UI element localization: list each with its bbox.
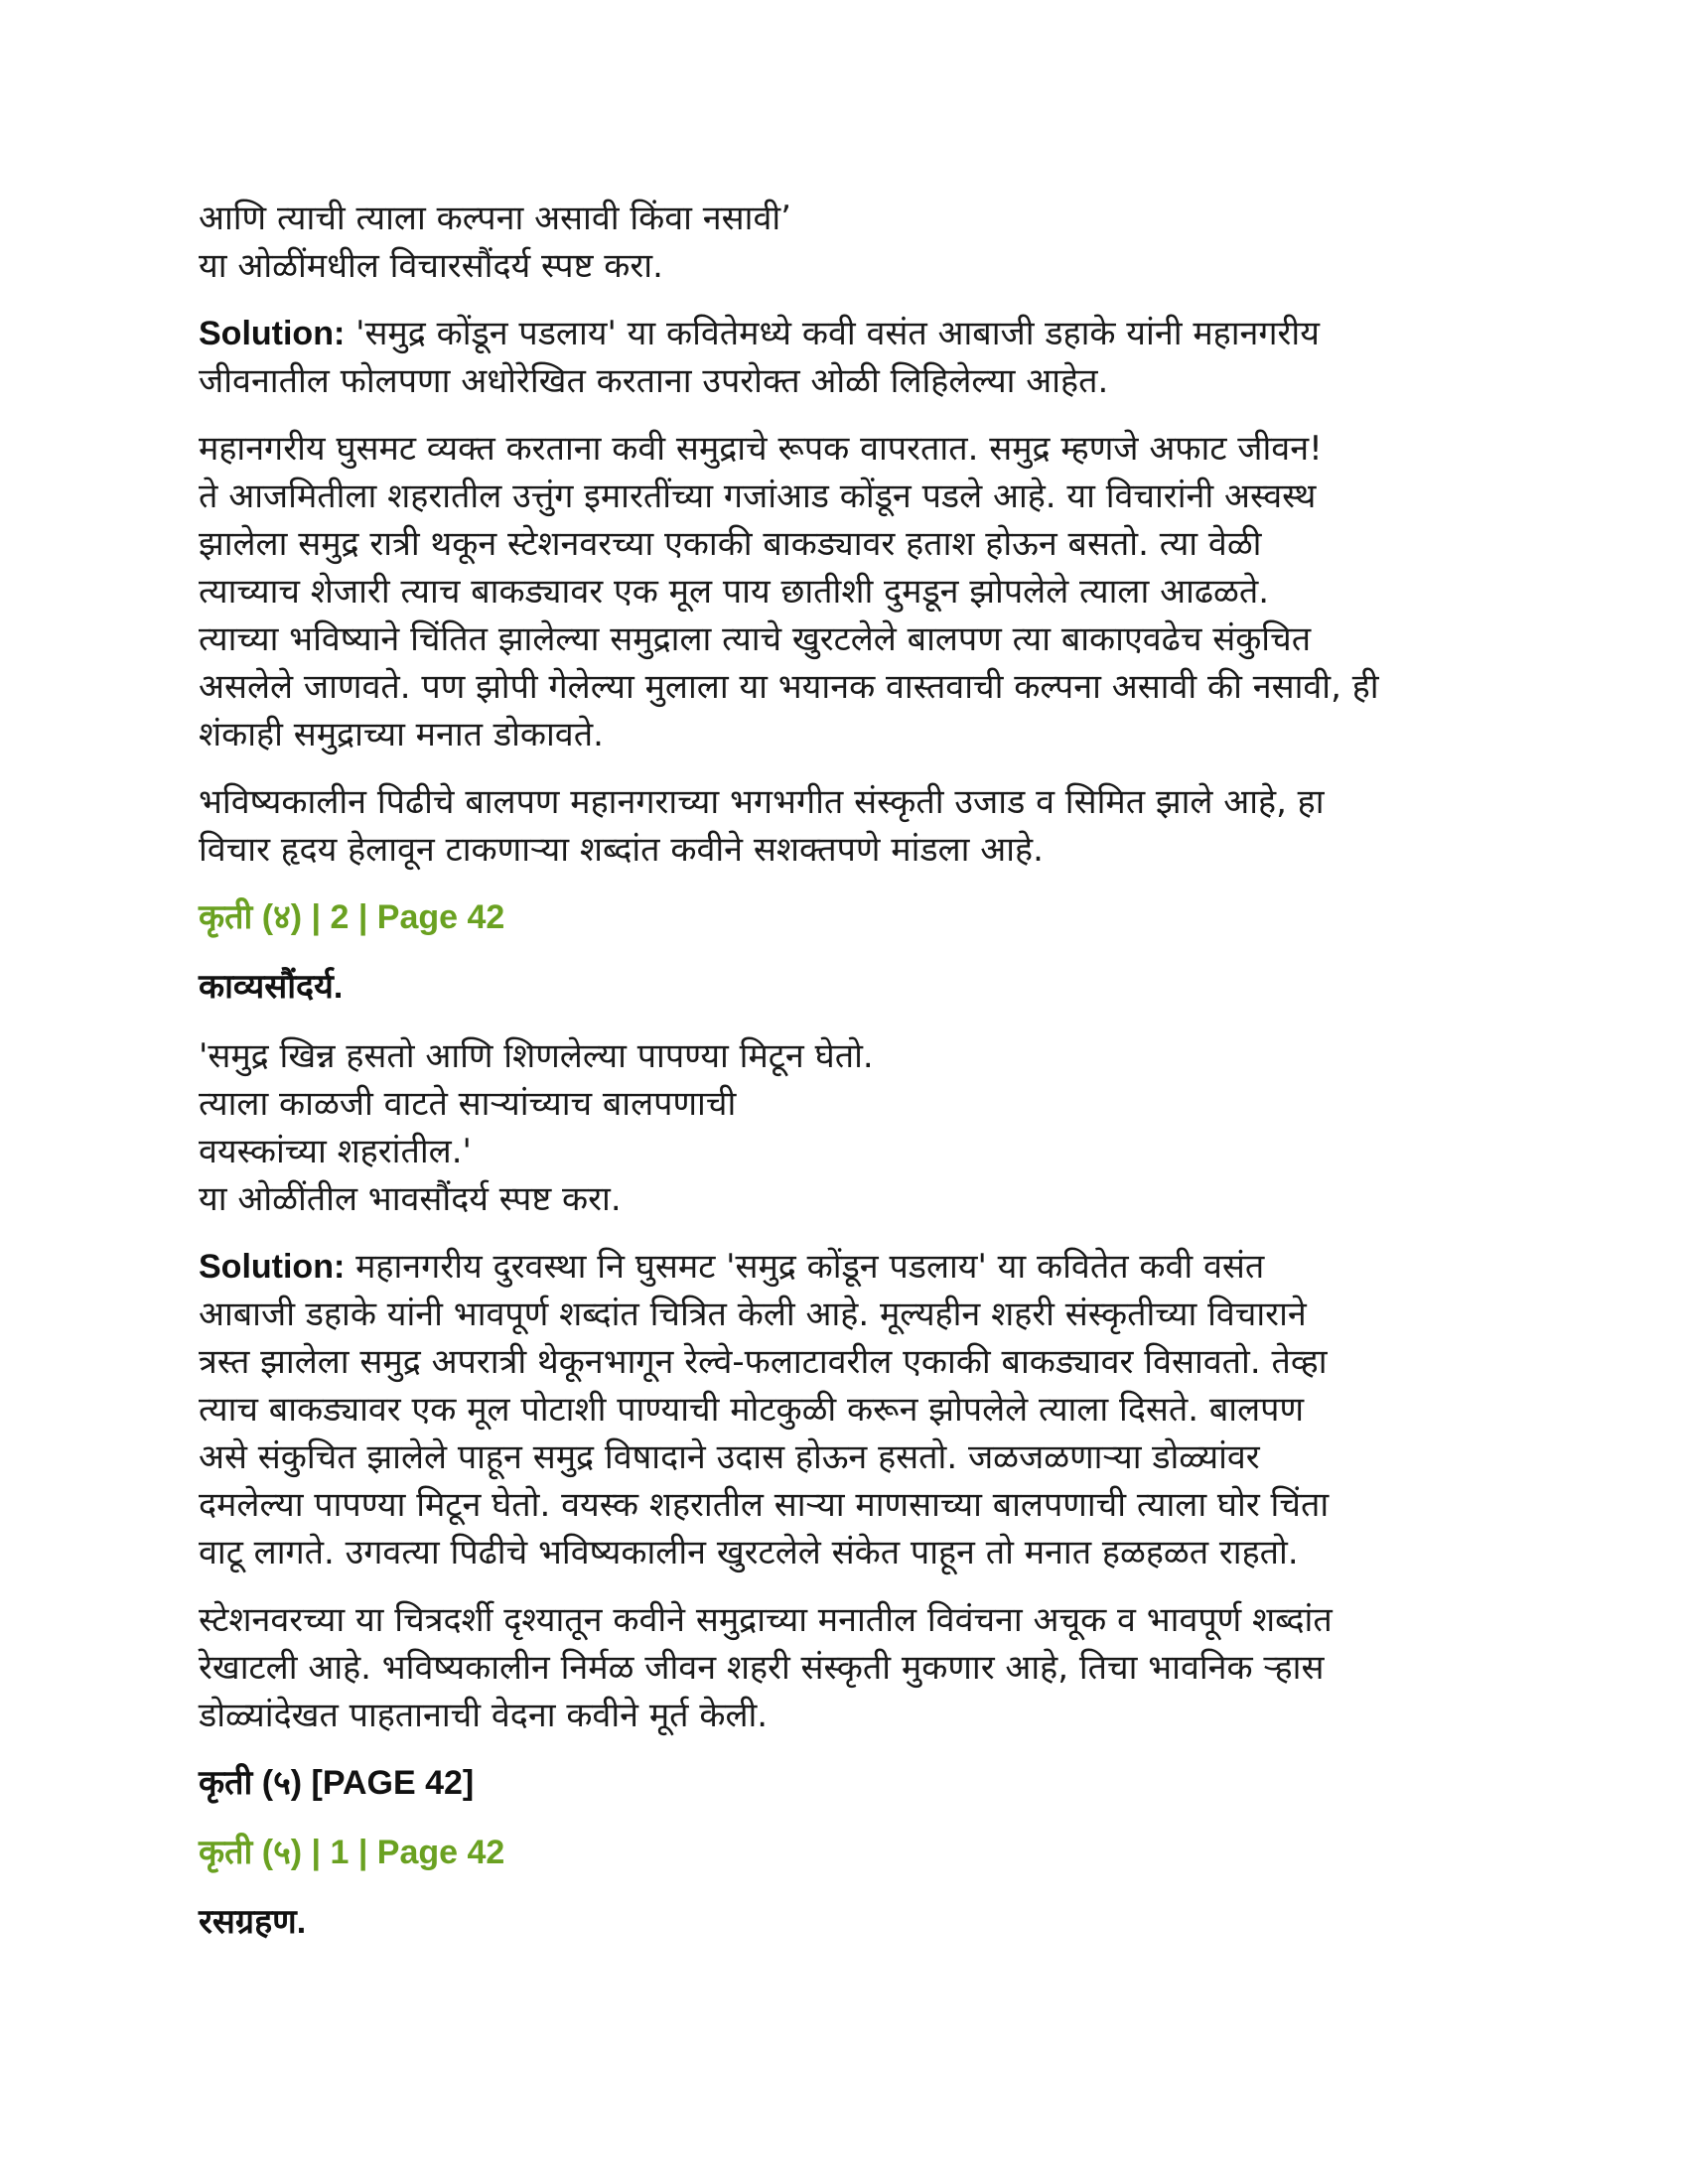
text-line: त्याच्याच शेजारी त्याच बाकड्यावर एक मूल पाय छातीशी दुमडून झोपलेले त्याला आढळते. <box>199 572 1270 612</box>
text-line: त्याच्या भविष्याने चिंतित झालेल्या समुद्राला त्याचे खुरटलेले बालपण त्या बाकाएवढेच संकुचित <box>199 619 1312 659</box>
text-line: शंकाही समुद्राच्या मनात डोकावते. <box>199 715 604 754</box>
text-line: झालेला समुद्र रात्री थकून स्टेशनवरच्या एकाकी बाकड्यावर हताश होऊन बसतो. त्या वेळी <box>199 524 1262 564</box>
text-line: स्टेशनवरच्या या चित्रदर्शी दृश्यातून कवीने समुद्राच्या मनातील विवंचना अचूक व भावपूर्ण शब्दांत <box>199 1600 1333 1640</box>
question-quote-2 <box>199 1032 1509 1223</box>
subheading-kavyasaundarya: काव्यसौंदर्य. <box>199 968 344 1006</box>
subheading-rasagrahan: रसग्रहण. <box>199 1903 307 1941</box>
text-line: जीवनातील फोलपणा अधोरेखित करताना उपरोक्त ओळी लिहिलेल्या आहेत. <box>199 361 1109 401</box>
text-line: विचार हृदय हेलावून टाकणाऱ्या शब्दांत कवीने सशक्तपणे मांडला आहे. <box>199 830 1044 870</box>
text-line: या ओळींतील भावसौंदर्य स्पष्ट करा. <box>199 1179 622 1219</box>
solution-2 <box>199 1243 1509 1576</box>
text-line: असलेले जाणवते. पण झोपी गेलेल्या मुलाला या भयानक वास्तवाची कल्पना असावी की नसावी, ही <box>199 667 1379 707</box>
text-line: असे संकुचित झालेले पाहून समुद्र विषादाने उदास होऊन हसतो. जळजळणाऱ्या डोळ्यांवर <box>199 1437 1260 1477</box>
text-line: त्याला काळजी वाटते साऱ्यांच्याच बालपणाची <box>199 1084 737 1124</box>
paragraph-5 <box>199 1596 1509 1739</box>
paragraph-2 <box>199 425 1509 758</box>
text-line: वयस्कांच्या शहरांतील.' <box>199 1132 472 1171</box>
solution-label: Solution: <box>199 315 346 352</box>
text-line: वाटू लागते. उगवत्या पिढीचे भविष्यकालीन खुरटलेले संकेत पाहून तो मनात हळहळत राहतो. <box>199 1533 1299 1572</box>
text-line: 'समुद्र खिन्न हसतो आणि शिणलेल्या पापण्या मिटून घेतो. <box>199 1036 874 1076</box>
section-heading-kruti4-2: कृती (४) | 2 | Page 42 <box>199 898 505 936</box>
text-line: दमलेल्या पापण्या मिटून घेतो. वयस्क शहरातील साऱ्या माणसाच्या बालपणाची त्याला घोर चिंता <box>199 1485 1330 1525</box>
text-line: ते आजमितीला शहरातील उत्तुंग इमारतींच्या गजांआड कोंडून पडले आहे. या विचारांनी अस्वस्थ <box>199 477 1317 516</box>
solution-1 <box>199 310 1509 405</box>
text-line: त्रस्त झालेला समुद्र अपरात्री थेकूनभागून रेल्वे-फलाटावरील एकाकी बाकड्यावर विसावतो. तेव्हा <box>199 1342 1328 1382</box>
text-line: आणि त्याची त्याला कल्पना असावी किंवा नसावी’ <box>199 199 791 238</box>
text-line: महानगरीय घुसमट व्यक्त करताना कवी समुद्राचे रूपक वापरतात. समुद्र म्हणजे अफाट जीवन! <box>199 429 1323 469</box>
question-quote-1 <box>199 195 1509 290</box>
text-line: 'समुद्र कोंडून पडलाय' या कवितेमध्ये कवी वसंत आबाजी डहाके यांनी महानगरीय <box>345 314 1320 353</box>
document-page <box>199 195 1509 1968</box>
paragraph-3 <box>199 778 1509 874</box>
text-line: महानगरीय दुरवस्था नि घुसमट 'समुद्र कोंडून पडलाय' या कवितेत कवी वसंत <box>345 1247 1265 1287</box>
text-line: डोळ्यांदेखत पाहतानाची वेदना कवीने मूर्त केली. <box>199 1696 769 1735</box>
section-heading-kruti5-1: कृती (५) | 1 | Page 42 <box>199 1834 505 1871</box>
section-heading-kruti5-page: कृती (५) [PAGE 42] <box>199 1764 475 1802</box>
text-line: त्याच बाकड्यावर एक मूल पोटाशी पाण्याची मोटकुळी करून झोपलेले त्याला दिसते. बालपण <box>199 1390 1305 1430</box>
text-line: आबाजी डहाके यांनी भावपूर्ण शब्दांत चित्रित केली आहे. मूल्यहीन शहरी संस्कृतीच्या विचाराने <box>199 1295 1307 1334</box>
solution-label: Solution: <box>199 1248 346 1286</box>
text-line: भविष्यकालीन पिढीचे बालपण महानगराच्या भगभगीत संस्कृती उजाड व सिमित झाले आहे, हा <box>199 782 1325 822</box>
text-line: रेखाटली आहे. भविष्यकालीन निर्मळ जीवन शहरी संस्कृती मुकणार आहे, तिचा भावनिक ऱ्हास <box>199 1648 1325 1688</box>
text-line: या ओळींमधील विचारसौंदर्य स्पष्ट करा. <box>199 246 663 286</box>
